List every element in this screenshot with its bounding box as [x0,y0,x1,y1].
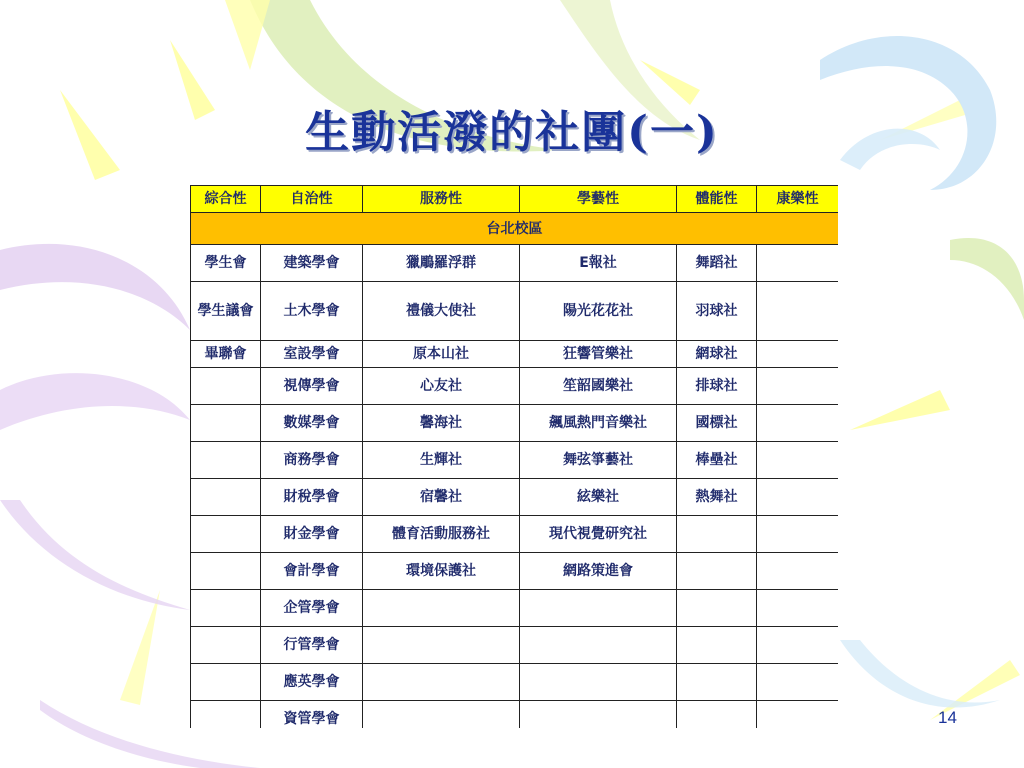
table-cell: 商務學會 [261,442,363,479]
table-cell: 環境保護社 [363,553,520,590]
header-cell: 綜合性 [191,186,261,213]
header-cell: 服務性 [363,186,520,213]
table-cell [757,368,839,405]
table-row [191,341,839,368]
table-row [191,282,839,341]
table-cell: 笙韶國樂社 [520,368,677,405]
table-cell [191,405,261,442]
table-cell [191,442,261,479]
table-cell [520,627,677,664]
table-cell [757,516,839,553]
table-cell: 數媒學會 [261,405,363,442]
table-cell: 視傳學會 [261,368,363,405]
campus-row [191,213,839,245]
table-cell [757,282,839,341]
table-cell [757,590,839,627]
table-cell [757,341,839,368]
table-row [191,701,839,729]
table-cell: 會計學會 [261,553,363,590]
table-cell: 心友社 [363,368,520,405]
table-row [191,479,839,516]
table-cell: 室設學會 [261,341,363,368]
table-cell [757,701,839,729]
table-cell: 舞弦箏藝社 [520,442,677,479]
table-cell: 生輝社 [363,442,520,479]
table-cell: 企管學會 [261,590,363,627]
table-cell [757,405,839,442]
table-cell: 排球社 [677,368,757,405]
table-row [191,245,839,282]
table-cell [677,664,757,701]
table-cell [191,701,261,729]
header-cell: 體能性 [677,186,757,213]
table-row [191,442,839,479]
table-cell [191,368,261,405]
table-cell [191,590,261,627]
table-cell [191,553,261,590]
table-cell [677,516,757,553]
table-cell: 學生會 [191,245,261,282]
table-cell [191,664,261,701]
header-cell: 康樂性 [757,186,839,213]
table-cell: 現代視覺研究社 [520,516,677,553]
table-cell [677,627,757,664]
table-cell [363,701,520,729]
campus-label: 台北校區 [191,213,839,245]
table-cell [757,664,839,701]
slide-title: 生動活潑的社團(一) [305,107,719,158]
clubs-table-container [190,185,838,728]
clubs-table [190,185,838,728]
table-cell [677,701,757,729]
table-cell: 資管學會 [261,701,363,729]
table-cell: 國標社 [677,405,757,442]
table-row [191,405,839,442]
table-cell: 陽光花花社 [520,282,677,341]
table-cell [520,590,677,627]
table-cell: 財金學會 [261,516,363,553]
table-cell: 舞蹈社 [677,245,757,282]
table-cell [363,664,520,701]
table-cell: 財稅學會 [261,479,363,516]
header-cell: 自治性 [261,186,363,213]
table-cell [677,553,757,590]
table-cell [757,627,839,664]
table-cell: 畢聯會 [191,341,261,368]
table-cell [191,516,261,553]
table-row [191,368,839,405]
table-row [191,664,839,701]
table-cell: 網路策進會 [520,553,677,590]
table-cell [757,442,839,479]
table-cell: 禮儀大使社 [363,282,520,341]
table-cell: 原本山社 [363,341,520,368]
table-cell: E報社 [520,245,677,282]
table-cell: 學生議會 [191,282,261,341]
table-cell: 羽球社 [677,282,757,341]
table-cell: 應英學會 [261,664,363,701]
table-cell: 飆風熱門音樂社 [520,405,677,442]
header-cell: 學藝性 [520,186,677,213]
table-cell: 土木學會 [261,282,363,341]
table-cell [363,590,520,627]
table-cell [757,553,839,590]
table-row [191,590,839,627]
table-cell: 棒壘社 [677,442,757,479]
table-cell [363,627,520,664]
table-cell [757,479,839,516]
page-number: 14 [938,708,957,727]
table-cell: 行管學會 [261,627,363,664]
table-cell [191,479,261,516]
header-row [191,186,839,213]
table-row [191,516,839,553]
table-cell: 體育活動服務社 [363,516,520,553]
table-cell: 絃樂社 [520,479,677,516]
table-cell: 宿馨社 [363,479,520,516]
table-cell [520,701,677,729]
table-cell [677,590,757,627]
table-cell: 狂響管樂社 [520,341,677,368]
table-cell [757,245,839,282]
table-cell: 建築學會 [261,245,363,282]
table-cell: 獵鵰羅浮群 [363,245,520,282]
table-cell [520,664,677,701]
table-cell: 熱舞社 [677,479,757,516]
table-row [191,553,839,590]
table-cell [191,627,261,664]
table-row [191,627,839,664]
table-cell: 馨海社 [363,405,520,442]
table-cell: 網球社 [677,341,757,368]
